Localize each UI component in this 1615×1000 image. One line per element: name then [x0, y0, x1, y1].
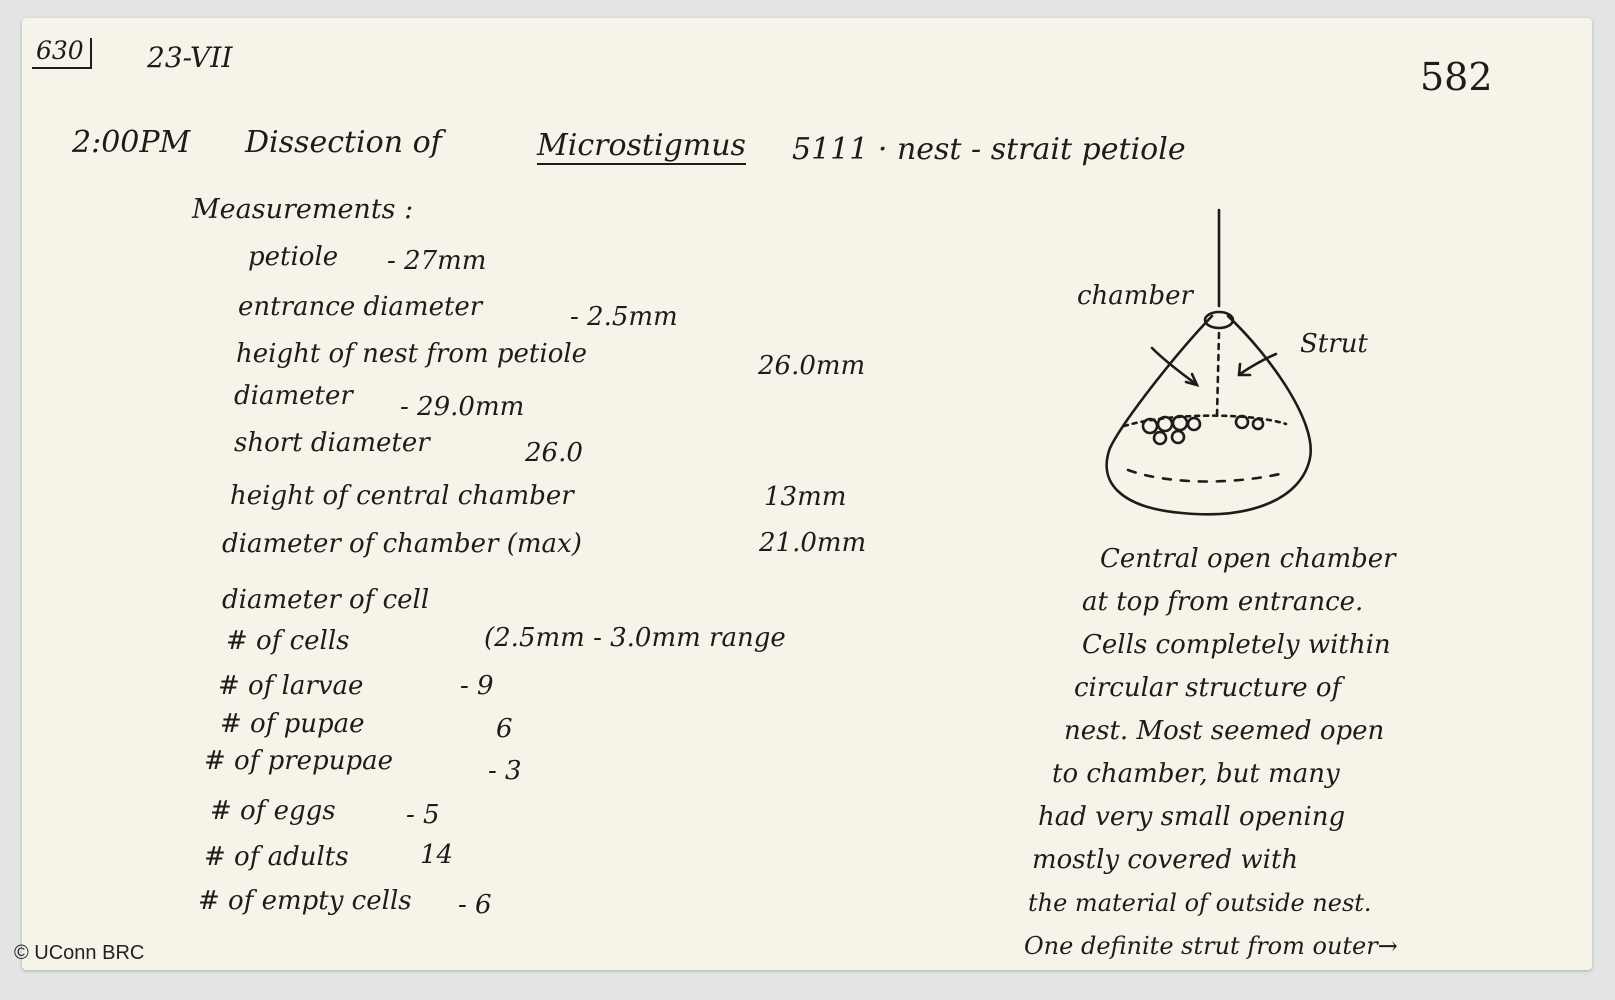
- measurements-heading: Measurements :: [192, 194, 414, 225]
- measurement-label: height of nest from petiole: [236, 339, 588, 369]
- title-text-continued: 5111 · nest - strait petiole: [792, 132, 1186, 167]
- measurement-label: diameter of chamber (max): [222, 529, 582, 559]
- measurement-label: # of pupae: [220, 709, 365, 739]
- measurement-value: 13mm: [764, 482, 847, 512]
- measurement-label: # of cells: [226, 626, 350, 656]
- measurement-value: - 27mm: [387, 246, 487, 276]
- title-text: Dissection of: [245, 125, 442, 160]
- measurement-value: 21.0mm: [759, 528, 867, 558]
- inner-boundary: [1128, 470, 1288, 482]
- measurement-value: - 6: [458, 890, 492, 920]
- nest-sketch: [1062, 208, 1442, 538]
- caption-line: One definite strut from outer→: [1024, 932, 1398, 960]
- measurement-label: height of central chamber: [230, 481, 574, 511]
- measurement-label: short diameter: [234, 428, 430, 458]
- measurement-label: diameter: [234, 381, 353, 411]
- caption-line: circular structure of: [1074, 673, 1342, 703]
- entry-time: 2:00PM: [72, 125, 191, 160]
- chamber-label: chamber: [1077, 281, 1193, 311]
- index-card: [22, 18, 1592, 970]
- measurement-value: - 29.0mm: [400, 392, 525, 422]
- measurement-label: # of eggs: [210, 796, 336, 826]
- measurement-value: 26.0: [525, 438, 583, 468]
- measurement-label: diameter of cell: [222, 585, 430, 615]
- measurement-label: petiole: [248, 242, 339, 272]
- measurement-label: # of adults: [204, 842, 349, 872]
- measurement-label: # of prepupae: [204, 746, 393, 776]
- measurement-label: entrance diameter: [238, 292, 483, 322]
- measurement-value: - 5: [406, 800, 440, 830]
- caption-line: Cells completely within: [1082, 630, 1391, 660]
- caption-line: to chamber, but many: [1052, 759, 1340, 789]
- measurement-label: # of larvae: [218, 671, 364, 701]
- caption-line: the material of outside nest.: [1028, 889, 1372, 917]
- page-number: 582: [1420, 55, 1493, 99]
- strut-label: Strut: [1300, 329, 1368, 359]
- card-number: 630: [32, 38, 92, 69]
- measurement-value: - 3: [488, 756, 522, 786]
- date: 23-VII: [147, 41, 233, 74]
- measurement-value: 6: [496, 714, 513, 744]
- caption-line: at top from entrance.: [1082, 587, 1364, 617]
- caption-line: Central open chamber: [1100, 544, 1396, 574]
- measurement-value: 26.0mm: [758, 351, 866, 381]
- copyright-watermark: © UConn BRC: [14, 942, 145, 964]
- caption-line: had very small opening: [1038, 802, 1346, 832]
- measurement-value: - 2.5mm: [570, 302, 678, 332]
- measurement-value: (2.5mm - 3.0mm range: [484, 623, 786, 653]
- measurement-value: 14: [420, 840, 454, 870]
- measurement-label: # of empty cells: [198, 886, 412, 916]
- caption-line: nest. Most seemed open: [1064, 716, 1385, 746]
- measurement-value: - 9: [460, 671, 494, 701]
- caption-line: mostly covered with: [1032, 845, 1299, 875]
- sketch-caption: [1024, 538, 1552, 968]
- strut-line: [1217, 333, 1219, 416]
- genus-name: Microstigmus: [537, 128, 746, 163]
